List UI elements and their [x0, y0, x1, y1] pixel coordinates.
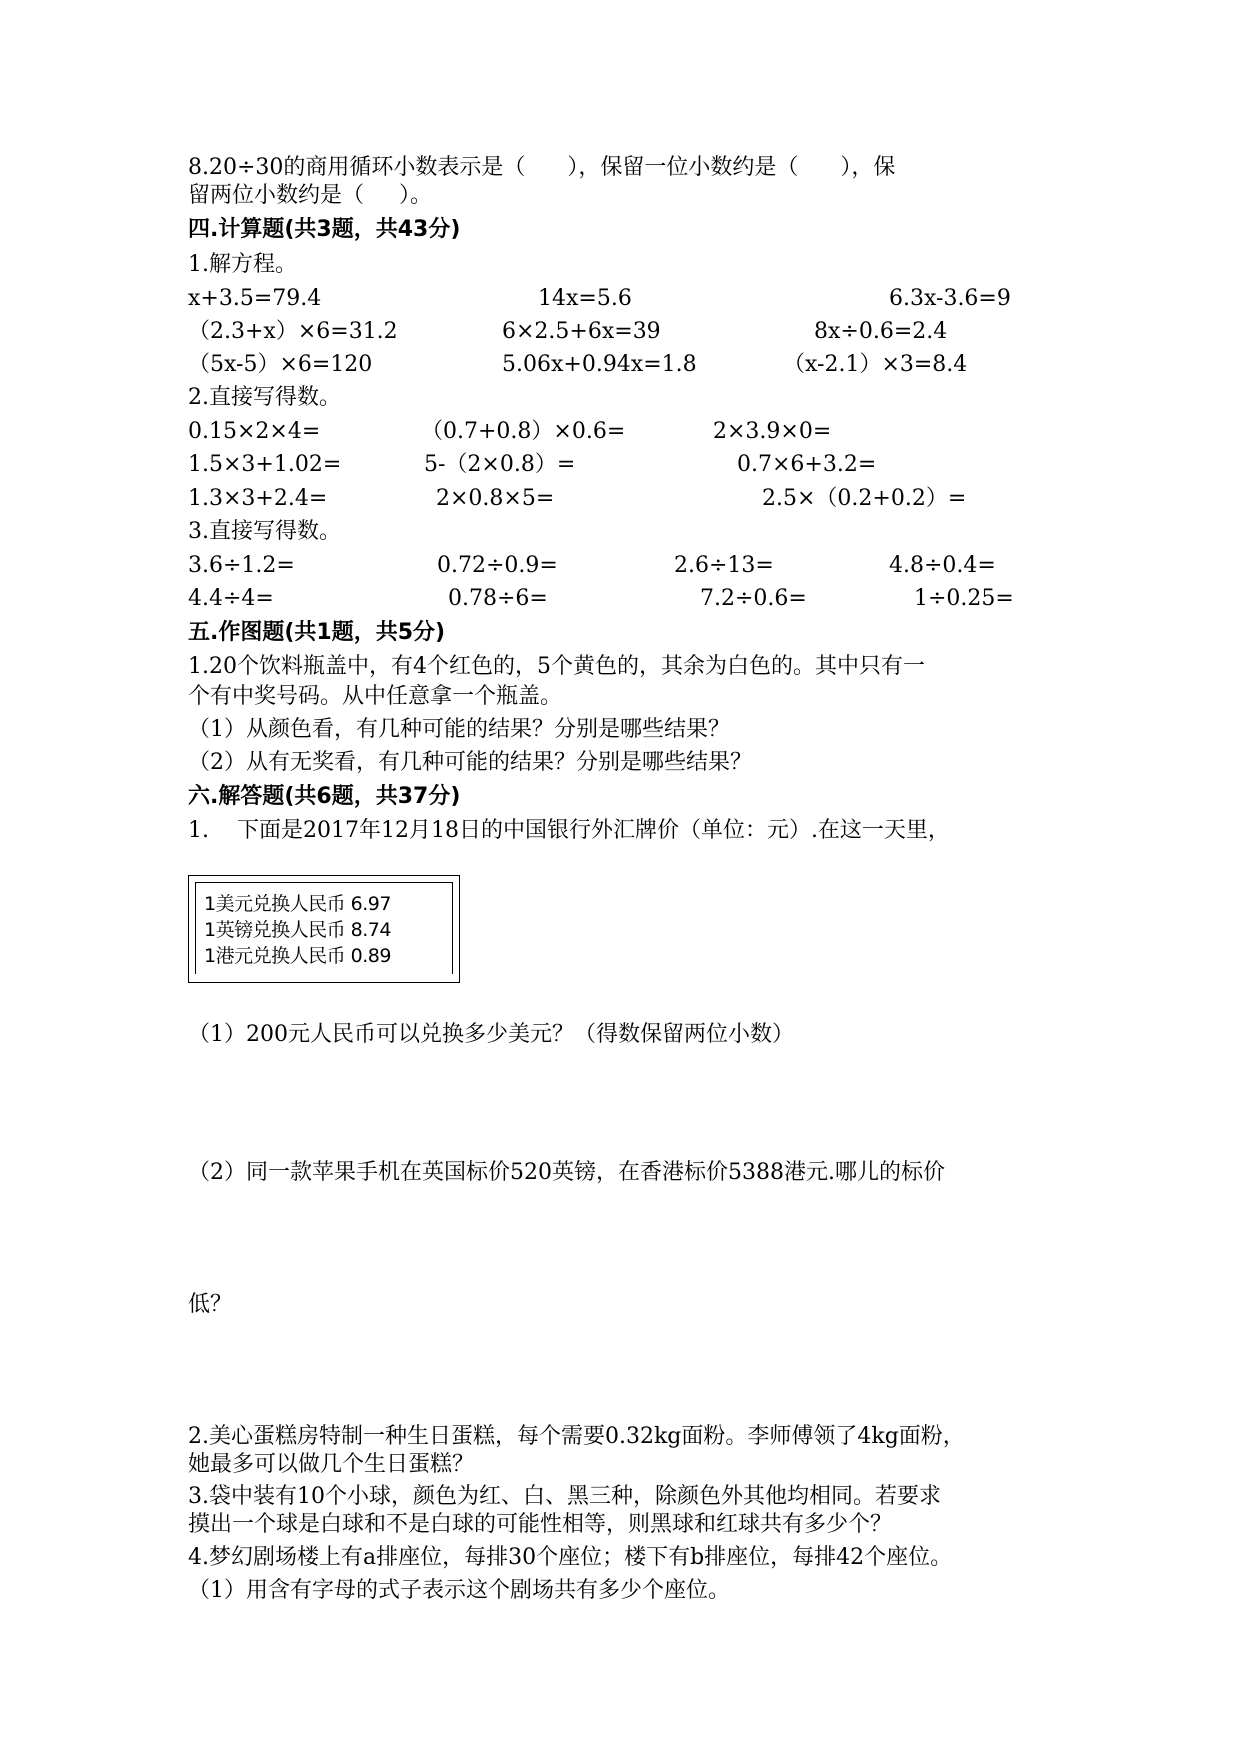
q8-line-2: 留两位小数约是（ ）。: [188, 183, 432, 208]
section-5-q1-line-2: 个有中奖号码。从中任意拿一个瓶盖。: [188, 684, 563, 709]
section-6-q1-sub-2: （2）同一款苹果手机在英国标价520英镑，在香港标价5388港元.哪儿的标价: [188, 1160, 945, 1185]
q8-line-1: 8.20÷30的商用循环小数表示是（ ），保留一位小数约是（ ），保: [188, 155, 896, 180]
equation: 5.06x+0.94x=1.8: [502, 352, 697, 377]
division-item: 4.8÷0.4=: [889, 553, 996, 578]
section-6-q4-line-1: 4.梦幻剧场楼上有a排座位，每排30个座位；楼下有b排座位，每排42个座位。: [188, 1545, 953, 1570]
equation: 14x=5.6: [538, 286, 632, 311]
equation: 6.3x-3.6=9: [889, 286, 1011, 311]
arithmetic-item: 5-（2×0.8）=: [424, 452, 576, 477]
section-5-q1-line-1: 1.20个饮料瓶盖中，有4个红色的，5个黄色的，其余为白色的。其中只有一: [188, 654, 925, 679]
arithmetic-item: 2×3.9×0=: [713, 419, 832, 444]
equation: （x-2.1）×3=8.4: [783, 352, 968, 377]
division-item: 7.2÷0.6=: [700, 586, 807, 611]
section-5-heading: 五.作图题(共1题，共5分): [188, 620, 446, 645]
division-item: 4.4÷4=: [188, 586, 274, 611]
section-6-q1-sub-1: （1）200元人民币可以兑换多少美元？（得数保留两位小数）: [188, 1022, 794, 1047]
section-4-heading: 四.计算题(共3题，共43分): [188, 217, 461, 242]
section-5-sub-1: （1）从颜色看，有几种可能的结果？分别是哪些结果？: [188, 717, 730, 742]
equation: 8x÷0.6=2.4: [814, 319, 948, 344]
division-item: 0.72÷0.9=: [437, 553, 558, 578]
section-6-q2-line-1: 2.美心蛋糕房特制一种生日蛋糕，每个需要0.32kg面粉。李师傅领了4kg面粉，: [188, 1424, 965, 1449]
division-item: 1÷0.25=: [914, 586, 1014, 611]
division-item: 3.6÷1.2=: [188, 553, 295, 578]
rate-gbp: 1英镑兑换人民币 8.74: [204, 919, 391, 941]
section-4-p2-title: 2.直接写得数。: [188, 385, 341, 410]
arithmetic-item: 1.5×3+1.02=: [188, 452, 342, 477]
division-item: 0.78÷6=: [448, 586, 548, 611]
section-6-q2-line-2: 她最多可以做几个生日蛋糕？: [188, 1452, 475, 1477]
arithmetic-item: 2.5×（0.2+0.2）=: [762, 486, 967, 511]
section-4-p3-title: 3.直接写得数。: [188, 519, 341, 544]
rate-usd: 1美元兑换人民币 6.97: [204, 893, 391, 915]
section-6-q1-sub-2-tail: 低？: [188, 1292, 233, 1317]
equation: 6×2.5+6x=39: [502, 319, 661, 344]
section-6-q3-line-2: 摸出一个球是白球和不是白球的可能性相等，则黑球和红球共有多少个？: [188, 1512, 893, 1537]
equation: x+3.5=79.4: [188, 286, 322, 311]
arithmetic-item: （0.7+0.8）×0.6=: [421, 419, 626, 444]
arithmetic-item: 0.15×2×4=: [188, 419, 321, 444]
equation: （2.3+x）×6=31.2: [188, 319, 398, 344]
equation: （5x-5）×6=120: [188, 352, 373, 377]
arithmetic-item: 1.3×3+2.4=: [188, 486, 328, 511]
rate-hkd: 1港元兑换人民币 0.89: [204, 945, 391, 967]
section-4-p1-title: 1.解方程。: [188, 252, 297, 277]
division-item: 2.6÷13=: [674, 553, 774, 578]
section-5-sub-2: （2）从有无奖看，有几种可能的结果？分别是哪些结果？: [188, 750, 752, 775]
arithmetic-item: 2×0.8×5=: [436, 486, 555, 511]
section-6-q3-line-1: 3.袋中装有10个小球，颜色为红、白、黑三种，除颜色外其他均相同。若要求: [188, 1484, 941, 1509]
section-6-heading: 六.解答题(共6题，共37分): [188, 784, 461, 809]
section-6-q1-intro: 1. 下面是2017年12月18日的中国银行外汇牌价（单位：元）.在这一天里，: [188, 818, 950, 843]
exchange-rate-inner-frame: [195, 882, 453, 974]
section-6-q4-sub-1: （1）用含有字母的式子表示这个剧场共有多少个座位。: [188, 1578, 730, 1603]
exchange-rate-box: [188, 875, 460, 983]
arithmetic-item: 0.7×6+3.2=: [737, 452, 877, 477]
